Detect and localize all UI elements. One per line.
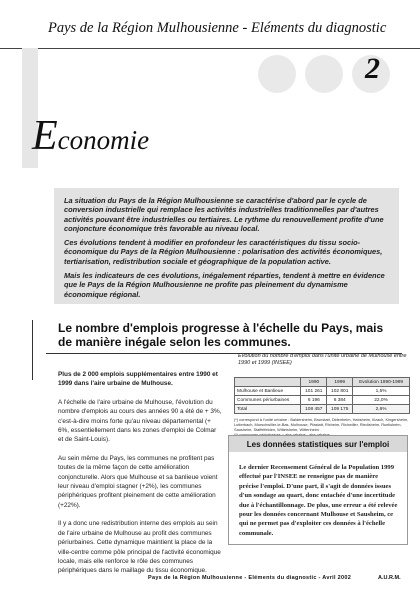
table-cell: Total <box>235 405 301 414</box>
subsection-title: Le nombre d'emplois progresse à l'échelle du Pays, mais de manière inégale selon les communes. <box>58 321 384 349</box>
table-header-row <box>235 378 410 387</box>
table-note-line: (*) correspond à l'unité urbaine : Baldersheim, Brunstatt, Didenheim, Habsheim, Illzach, Kingersheim, Lutterbach, Morschwiller-le-Bas, Mulhouse, Pfastatt, Rixheim, Richwiller, Riedisheim, Ruelisheim, Sausheim, Staffelfelden, Wittelsheim, Wittenheim <box>234 417 409 432</box>
table-header-cell <box>235 378 301 387</box>
table-cell: 6 384 <box>327 396 353 405</box>
footer-code: A.U.R.M. <box>378 575 401 581</box>
stats-box-text: Le dernier Recensement Général de la Population 1999 effectué par l'INSEE ne renseigne pas de manière précise l'emploi. D'une part, il s'agit de données issues d'un sondage au quart, donc entachée d'une incertitude due à l'échantillonnage. De plus, une erreur a été relevée pour les données concernant Mulhouse et Sausheim, ce qui ne permet pas d'exploiter ces données à l'échelle communale. <box>239 464 398 537</box>
header-title: Pays de la Région Mulhousienne - Eléments du diagnostic <box>48 20 387 36</box>
table-cell: 102 801 <box>327 387 353 396</box>
subsection-rule <box>32 320 33 380</box>
section-title-rest: conomie <box>57 125 150 155</box>
intro-paragraph: La situation du Pays de la Région Mulhousienne se caractérise d'abord par le cycle de conversion industrielle qui remplace les activités industrielles traditionnelles par d'autres activités pouvant être industrielles ou tertiaires. Le rythme du renouvellement profite d'une conjoncture économique très favorable au niveau local. <box>64 196 384 233</box>
table-row <box>235 387 410 396</box>
table-cell: 6 196 <box>301 396 327 405</box>
table-cell: Mulhouse et Banlieue <box>235 387 301 396</box>
table-cell: 2,6% <box>353 405 410 414</box>
left-column <box>58 370 223 585</box>
intro-box <box>54 188 399 304</box>
table-note <box>234 417 410 437</box>
body-paragraph: A l'échelle de l'aire urbaine de Mulhouse, l'évolution du nombre d'emplois au cours des années 90 a été de + 3%, c'est-à-dire moins forte qu'au niveau départemental (+ 6%, essentiellement dans les zones d'emploi de Colmar et de Saint-Louis). <box>58 398 222 444</box>
body-paragraph: Au sein même du Pays, les communes ne profitent pas toutes de la même façon de cette amélioration conjoncturelle. Alors que Mulhouse et sa banlieue voient leur niveau d'emploi stagner (+2%), les communes périphériques profitent pleinement de cette amélioration (+22%). <box>58 454 218 509</box>
lead-paragraph: Plus de 2 000 emplois supplémentaires entre 1990 et 1999 dans l'aire urbaine de Mulhouse. <box>58 371 218 388</box>
body-paragraph: Il y a donc une redistribution interne des emplois au sein de l'aire urbaine de Mulhouse au profit des communes périurbaines. Cette dynamique maintient la place de la ville-centre comme pôle principal de l'activité économique locale, mais elle renforce le rôle des communes périphériques dans le maillage du tissu économique. <box>58 520 221 575</box>
decorative-circle <box>258 55 296 93</box>
table-row <box>235 405 410 414</box>
chapter-number: 2 <box>365 52 380 85</box>
intro-paragraph: Ces évolutions tendent à modifier en profondeur les caractéristiques du tissu socio-économique du Pays de la Région Mulhousienne : polarisation des activités économiques, tertiarisation, redistribution sociale et géographique de la population active. <box>64 238 383 266</box>
table-row <box>235 396 410 405</box>
table-cell: 109 175 <box>327 405 353 414</box>
table-header-cell: 1999 <box>327 378 353 387</box>
section-title-initial: E <box>32 113 58 159</box>
stats-box <box>228 435 408 545</box>
stats-box-title: Les données statistiques sur l'emploi <box>229 436 407 452</box>
footer-text: Pays de la Région Mulhousienne - Eléments du diagnostic - Avril 2002 <box>148 575 352 581</box>
decorative-circle <box>305 55 343 93</box>
header-rule <box>0 48 420 49</box>
table-caption: Evolution du nombre d'emploi dans l'unité urbaine de Mulhouse entre 1990 et 1999 (INSEE) <box>238 353 407 366</box>
table-header-cell: 1990 <box>301 378 327 387</box>
employment-table <box>234 377 410 414</box>
table-cell: 1,5% <box>353 387 410 396</box>
table-header-cell: Evolution 1990-1999 <box>353 378 410 387</box>
intro-paragraph: Mais les indicateurs de ces évolutions, inégalement réparties, tendent à mettre en évidence que le Pays de la Région Mulhousienne ne profite pas pleinement du dynamisme économique régional. <box>64 271 385 299</box>
section-title <box>32 112 149 160</box>
table-cell: 22,0% <box>353 396 410 405</box>
table-cell: 101 261 <box>301 387 327 396</box>
table-cell: 108 457 <box>301 405 327 414</box>
table-cell: Communes périurbaines <box>235 396 301 405</box>
